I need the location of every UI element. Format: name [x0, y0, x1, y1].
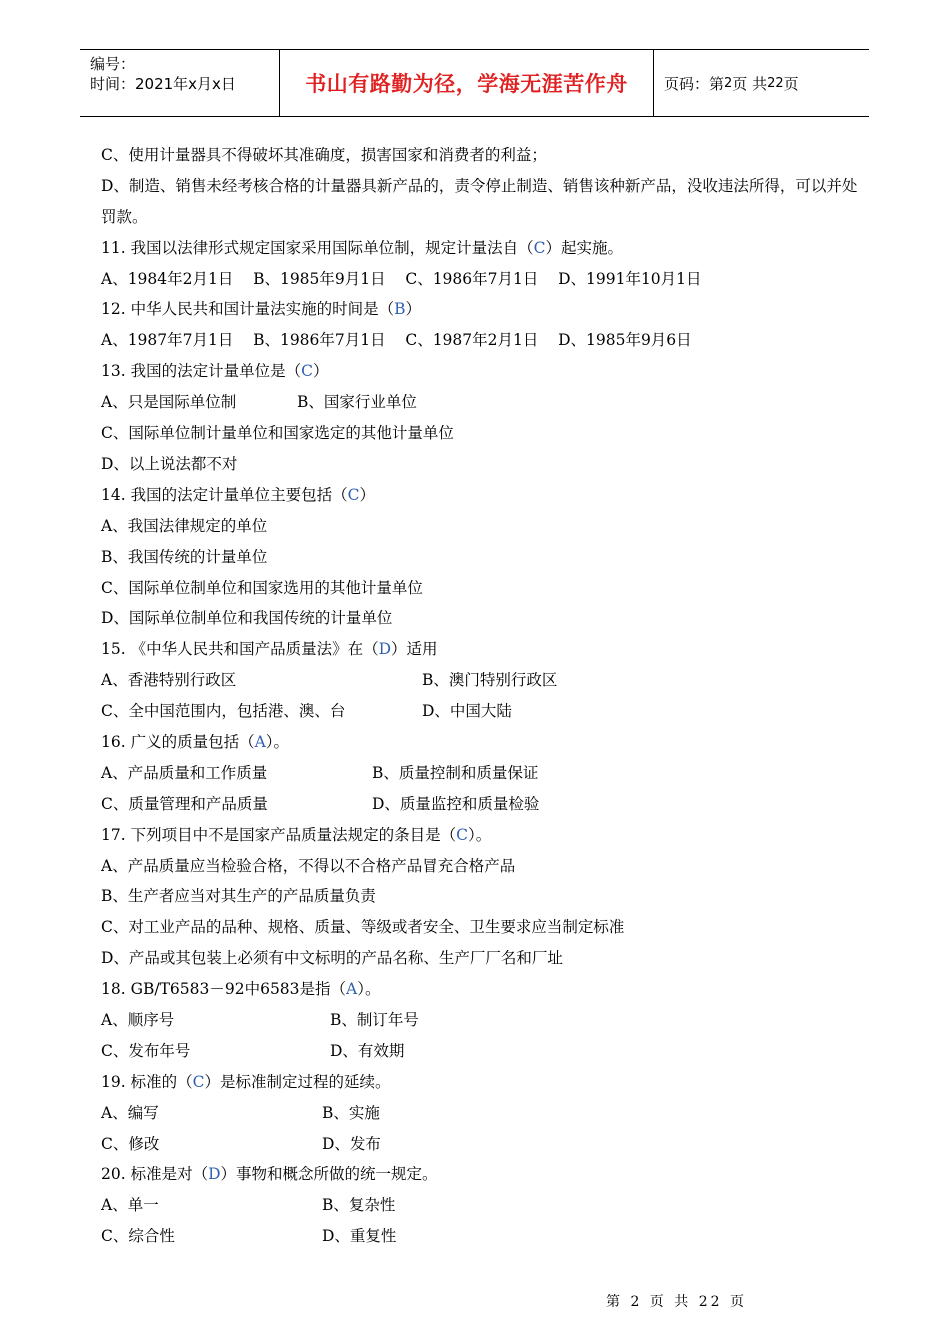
- option-a: A、我国法律规定的单位: [101, 516, 268, 535]
- option-line: [101, 665, 871, 696]
- option-a: A、只是国际单位制: [101, 393, 237, 412]
- doc-time-label: 时间：2021年x月x日: [90, 75, 236, 93]
- header-meta: [80, 50, 280, 116]
- option-b: B、实施: [322, 1103, 380, 1122]
- question-17: 17. 下列项目中不是国家产品质量法规定的条目是（C）。: [101, 825, 492, 844]
- option-a: A、编写: [101, 1103, 159, 1122]
- option-b: B、质量控制和质量保证: [372, 763, 539, 782]
- option-d: D、国际单位制单位和我国传统的计量单位: [101, 609, 393, 628]
- option-a: A、单一: [101, 1196, 159, 1215]
- page-number: 2: [724, 75, 733, 91]
- option-b: B、我国传统的计量单位: [101, 547, 268, 566]
- page-footer: 第 2 页 共 22 页: [606, 1294, 747, 1310]
- option-b: B、国家行业单位: [297, 393, 417, 412]
- document-body: [101, 140, 871, 1252]
- option-line: A、1987年7月1日 B、1986年7月1日 C、1987年2月1日 D、1985年9月6日: [101, 331, 692, 350]
- answer-letter: C: [347, 485, 360, 504]
- option-d: D、有效期: [330, 1041, 405, 1060]
- option-c: C、对工业产品的品种、规格、质量、等级或者安全、卫生要求应当制定标准: [101, 918, 625, 937]
- option-line: [101, 789, 871, 820]
- option-d: D、产品或其包装上必须有中文标明的产品名称、生产厂厂名和厂址: [101, 949, 563, 968]
- answer-letter: C: [456, 825, 468, 844]
- option-line: [101, 1190, 871, 1221]
- page-mid: 页 共: [732, 74, 768, 93]
- option-a: A、产品质量和工作质量: [101, 763, 268, 782]
- answer-letter: B: [394, 300, 406, 319]
- page-suffix: 页: [783, 74, 799, 93]
- option-line: [101, 758, 871, 789]
- option-b: B、复杂性: [322, 1196, 396, 1215]
- option-c: C、全中国范围内，包括港、澳、台: [101, 702, 346, 721]
- option-c: C、质量管理和产品质量: [101, 794, 268, 813]
- question-20: 20. 标准是对（D）事物和概念所做的统一规定。: [101, 1165, 438, 1184]
- option-d: D、质量监控和质量检验: [372, 794, 540, 813]
- answer-letter: A: [254, 732, 266, 751]
- answer-letter: C: [301, 362, 313, 381]
- option-line: D、制造、销售未经考核合格的计量器具新产品的，责令停止制造、销售该种新产品，没收违法所得，可以并处罚款。: [101, 176, 858, 226]
- option-line: A、1984年2月1日 B、1985年9月1日 C、1986年7月1日 D、1991年10月1日: [101, 269, 702, 288]
- option-d: D、中国大陆: [422, 702, 512, 721]
- question-18: 18. GB/T6583－92中6583是指（A）。: [101, 980, 381, 999]
- option-line: [101, 1036, 871, 1067]
- option-d: D、发布: [322, 1134, 381, 1153]
- doc-number-label: 编号：: [90, 55, 136, 73]
- option-line: [101, 1129, 871, 1160]
- option-line: [101, 1098, 871, 1129]
- option-a: A、产品质量应当检验合格，不得以不合格产品冒充合格产品: [101, 856, 516, 875]
- option-b: B、澳门特别行政区: [422, 671, 558, 690]
- option-d: D、以上说法都不对: [101, 454, 238, 473]
- option-line: [101, 696, 871, 727]
- option-a: A、顺序号: [101, 1010, 175, 1029]
- header-motto: 书山有路勤为径，学海无涯苦作舟: [280, 50, 654, 116]
- option-d: D、重复性: [322, 1227, 397, 1246]
- option-c: C、发布年号: [101, 1041, 191, 1060]
- option-b: B、生产者应当对其生产的产品质量负责: [101, 887, 376, 906]
- answer-letter: A: [346, 980, 358, 999]
- question-13: 13. 我国的法定计量单位是（C）: [101, 362, 329, 381]
- question-15: 15. 《中华人民共和国产品质量法》在（D）适用: [101, 640, 438, 659]
- answer-letter: D: [378, 640, 392, 659]
- option-line: C、使用计量器具不得破坏其准确度，损害国家和消费者的利益；: [101, 146, 547, 164]
- header-page-info: [654, 50, 869, 116]
- question-19: 19. 标准的（C）是标准制定过程的延续。: [101, 1072, 391, 1091]
- question-16: 16. 广义的质量包括（A）。: [101, 732, 290, 751]
- option-line: [101, 1005, 871, 1036]
- option-b: B、制订年号: [330, 1010, 419, 1029]
- page-header: [80, 49, 869, 117]
- answer-letter: C: [533, 238, 546, 257]
- option-c: C、国际单位制单位和国家选用的其他计量单位: [101, 578, 423, 597]
- answer-letter: D: [208, 1165, 221, 1184]
- option-c: C、国际单位制计量单位和国家选定的其他计量单位: [101, 424, 454, 443]
- question-11: 11. 我国以法律形式规定国家采用国际单位制，规定计量法自（C）起实施。: [101, 238, 623, 257]
- option-c: C、修改: [101, 1134, 160, 1153]
- option-c: C、综合性: [101, 1227, 175, 1246]
- option-line: [101, 387, 871, 418]
- option-a: A、香港特别行政区: [101, 671, 237, 690]
- answer-letter: C: [192, 1072, 205, 1091]
- option-line: [101, 1221, 871, 1252]
- question-12: 12. 中华人民共和国计量法实施的时间是（B）: [101, 300, 421, 319]
- question-14: 14. 我国的法定计量单位主要包括（C）: [101, 485, 375, 504]
- page-prefix: 页码：第: [664, 74, 725, 93]
- page-total: 22: [767, 75, 784, 91]
